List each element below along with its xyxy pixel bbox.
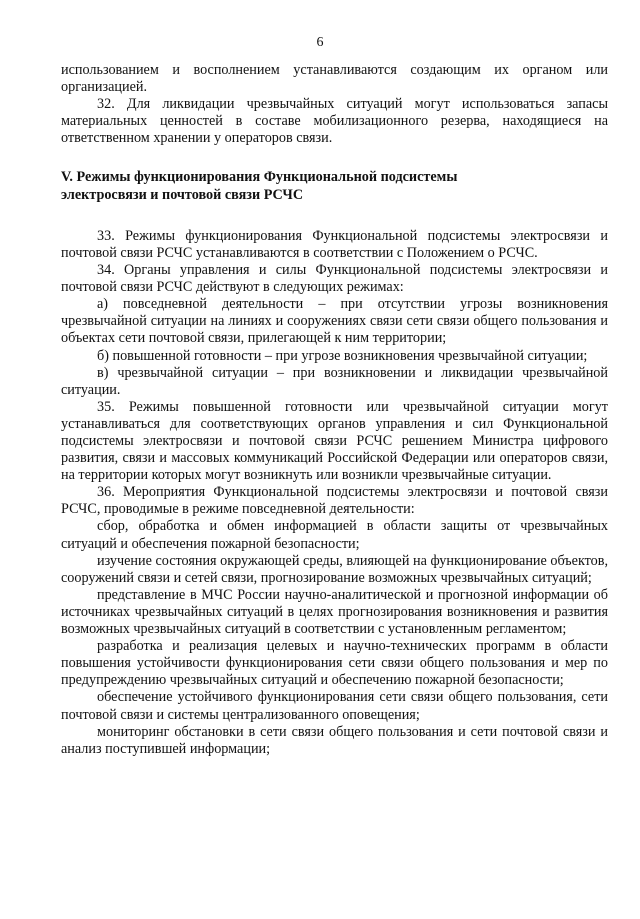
list-item-a: а) повседневной деятельности – при отсутствии угрозы возникновения чрезвычайной ситуации на линиях и сооружениях связи сети связи общего пользования и объектах сети почтовой связи, прилегающей к ним территории;	[61, 296, 608, 347]
paragraph-36: 36. Мероприятия Функциональной подсистемы электросвязи и почтовой связи РСЧС, проводимые в режиме повседневной деятельности:	[61, 484, 608, 518]
measure-item: разработка и реализация целевых и научно-технических программ в области повышения устойчивости функционирования сети связи общего пользования и мер по предупреждению чрезвычайных ситуаций и обеспечению пожарной безопасности;	[61, 638, 608, 689]
paragraph-34: 34. Органы управления и силы Функциональной подсистемы электросвязи и почтовой связи РСЧС действуют в следующих режимах:	[61, 262, 608, 296]
measure-item: мониторинг обстановки в сети связи общего пользования и сети почтовой связи и анализ поступившей информации;	[61, 723, 608, 757]
measure-item: представление в МЧС России научно-аналитической и прогнозной информации об источниках чрезвычайных ситуаций в целях прогнозирования возникновения и развития возможных чрезвычайных ситуаций в соответствии с установленным регламентом;	[61, 586, 608, 638]
document-body	[61, 62, 608, 758]
section-heading-line-1: V. Режимы функционирования Функциональной подсистемы	[61, 169, 458, 186]
measure-item: сбор, обработка и обмен информацией в области защиты от чрезвычайных ситуаций и обеспечения пожарной безопасности;	[61, 518, 608, 552]
paragraph-35: 35. Режимы повышенной готовности или чрезвычайной ситуации могут устанавливаться для соответствующих органов управления и сил Функциональной подсистемы электросвязи и почтовой связи РСЧС решением Министра цифрового развития, связи и массовых коммуникаций Российской Федерации или операторов связи, на территории которых могут возникнуть или возникли чрезвычайные ситуации.	[61, 398, 608, 484]
measure-item: изучение состояния окружающей среды, влияющей на функционирование объектов, сооружений связи и сетей связи, прогнозирование возможных чрезвычайных ситуаций;	[61, 552, 608, 586]
paragraph-32: 32. Для ликвидации чрезвычайных ситуаций могут использоваться запасы материальных ценностей в составе мобилизационного резерва, находящиеся на ответственном хранении у операторов связи.	[61, 96, 608, 147]
paragraph-33: 33. Режимы функционирования Функциональной подсистемы электросвязи и почтовой связи РСЧС устанавливаются в соответствии с Положением о РСЧС.	[61, 227, 608, 261]
paragraph-continuation: использованием и восполнением устанавливаются создающим их органом или организацией.	[61, 62, 608, 96]
list-item-c: в) чрезвычайной ситуации – при возникновении и ликвидации чрезвычайной ситуации.	[61, 364, 608, 398]
section-heading-line-2: электросвязи и почтовой связи РСЧС	[61, 186, 304, 203]
spacer	[61, 147, 608, 169]
measure-item: обеспечение устойчивого функционирования сети связи общего пользования, сети почтовой связи и системы централизованного оповещения;	[61, 689, 608, 723]
spacer	[61, 204, 608, 228]
list-item-b: б) повышенной готовности – при угрозе возникновения чрезвычайной ситуации;	[97, 347, 588, 364]
page-number: 6	[316, 35, 324, 50]
